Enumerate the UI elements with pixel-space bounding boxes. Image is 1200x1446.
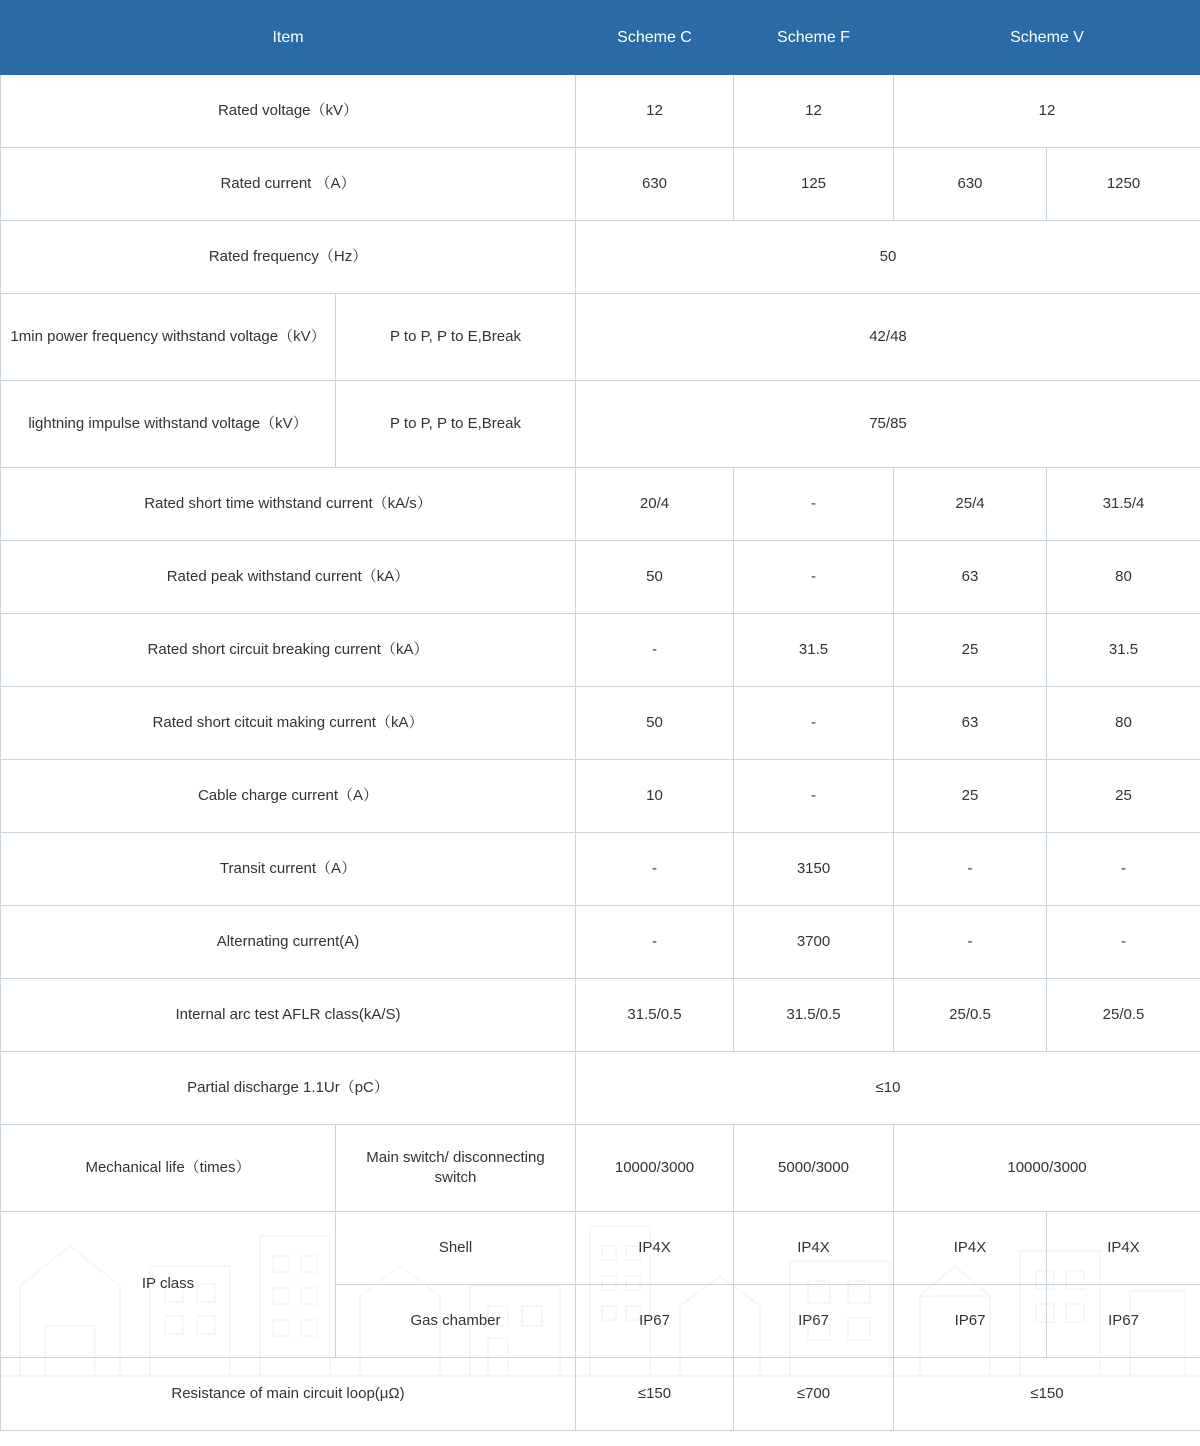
cell-value: ≤700 [734,1358,894,1431]
cell-value: 31.5/0.5 [576,979,734,1052]
cell-value: - [734,760,894,833]
cell-value: 10000/3000 [894,1125,1200,1212]
table-header-row [1,1,1200,75]
cell-value: 1250 [1047,148,1200,221]
cell-value: - [576,906,734,979]
table-row [1,148,1200,221]
cell-value: 25 [894,614,1047,687]
cell-value: 75/85 [576,381,1200,468]
row-label: Partial discharge 1.1Ur（pC） [1,1052,576,1125]
cell-value: 25 [1047,760,1200,833]
cell-value: 31.5/4 [1047,468,1200,541]
table-row [1,468,1200,541]
table-row [1,1212,1200,1285]
row-label: 1min power frequency withstand voltage（kV） [1,294,336,381]
row-sublabel: P to P, P to E,Break [336,381,576,468]
row-label: Mechanical life（times） [1,1125,336,1212]
cell-value: 25/4 [894,468,1047,541]
cell-value: - [576,833,734,906]
table-row [1,221,1200,294]
cell-value: 10 [576,760,734,833]
row-label: Cable charge current（A） [1,760,576,833]
column-header-item: Item [1,1,576,75]
cell-value: - [894,906,1047,979]
table-row [1,979,1200,1052]
row-sublabel: Shell [336,1212,576,1285]
table-row [1,906,1200,979]
row-label: Rated short citcuit making current（kA） [1,687,576,760]
cell-value: 3700 [734,906,894,979]
cell-value: 25/0.5 [1047,979,1200,1052]
cell-value: 630 [576,148,734,221]
row-label: Resistance of main circuit loop(μΩ) [1,1358,576,1431]
cell-value: 3150 [734,833,894,906]
table-row [1,760,1200,833]
row-label: Internal arc test AFLR class(kA/S) [1,979,576,1052]
cell-value: - [734,687,894,760]
cell-value: 125 [734,148,894,221]
cell-value: - [734,468,894,541]
row-label: Rated frequency（Hz） [1,221,576,294]
row-label: Rated short time withstand current（kA/s） [1,468,576,541]
cell-value: 50 [576,221,1200,294]
row-label: Alternating current(A) [1,906,576,979]
cell-value: ≤10 [576,1052,1200,1125]
row-label: Transit current（A） [1,833,576,906]
cell-value: IP4X [1047,1212,1200,1285]
cell-value: 10000/3000 [576,1125,734,1212]
table-row [1,687,1200,760]
column-header-scheme-f: Scheme F [734,1,894,75]
cell-value: 25/0.5 [894,979,1047,1052]
cell-value: 80 [1047,541,1200,614]
cell-value: - [1047,833,1200,906]
cell-value: IP67 [734,1285,894,1358]
row-label: Rated short circuit breaking current（kA） [1,614,576,687]
cell-value: 31.5 [734,614,894,687]
cell-value: 12 [576,75,734,148]
column-header-scheme-v: Scheme V [894,1,1200,75]
row-label: Rated voltage（kV） [1,75,576,148]
cell-value: IP67 [576,1285,734,1358]
cell-value: 20/4 [576,468,734,541]
row-sublabel: Main switch/ disconnecting switch [336,1125,576,1212]
row-sublabel: P to P, P to E,Break [336,294,576,381]
cell-value: - [1047,906,1200,979]
table-row [1,294,1200,381]
table-row [1,1358,1200,1431]
cell-value: 50 [576,541,734,614]
column-header-scheme-c: Scheme C [576,1,734,75]
row-sublabel: Gas chamber [336,1285,576,1358]
cell-value: - [734,541,894,614]
row-label: IP class [1,1212,336,1358]
cell-value: 31.5 [1047,614,1200,687]
cell-value: IP4X [894,1212,1047,1285]
cell-value: 12 [734,75,894,148]
cell-value: - [894,833,1047,906]
cell-value: - [576,614,734,687]
row-label: Rated current （A） [1,148,576,221]
cell-value: IP4X [734,1212,894,1285]
table-row [1,1125,1200,1212]
table-row [1,1052,1200,1125]
cell-value: ≤150 [576,1358,734,1431]
cell-value: 50 [576,687,734,760]
cell-value: 80 [1047,687,1200,760]
cell-value: ≤150 [894,1358,1200,1431]
row-label: Rated peak withstand current（kA） [1,541,576,614]
cell-value: 5000/3000 [734,1125,894,1212]
table-row [1,75,1200,148]
cell-value: IP67 [1047,1285,1200,1358]
cell-value: 63 [894,687,1047,760]
cell-value: IP67 [894,1285,1047,1358]
table-row [1,833,1200,906]
table-row [1,541,1200,614]
cell-value: 25 [894,760,1047,833]
cell-value: 12 [894,75,1200,148]
row-label: lightning impulse withstand voltage（kV） [1,381,336,468]
table-row [1,614,1200,687]
table-row [1,381,1200,468]
cell-value: 42/48 [576,294,1200,381]
cell-value: IP4X [576,1212,734,1285]
cell-value: 63 [894,541,1047,614]
cell-value: 630 [894,148,1047,221]
cell-value: 31.5/0.5 [734,979,894,1052]
